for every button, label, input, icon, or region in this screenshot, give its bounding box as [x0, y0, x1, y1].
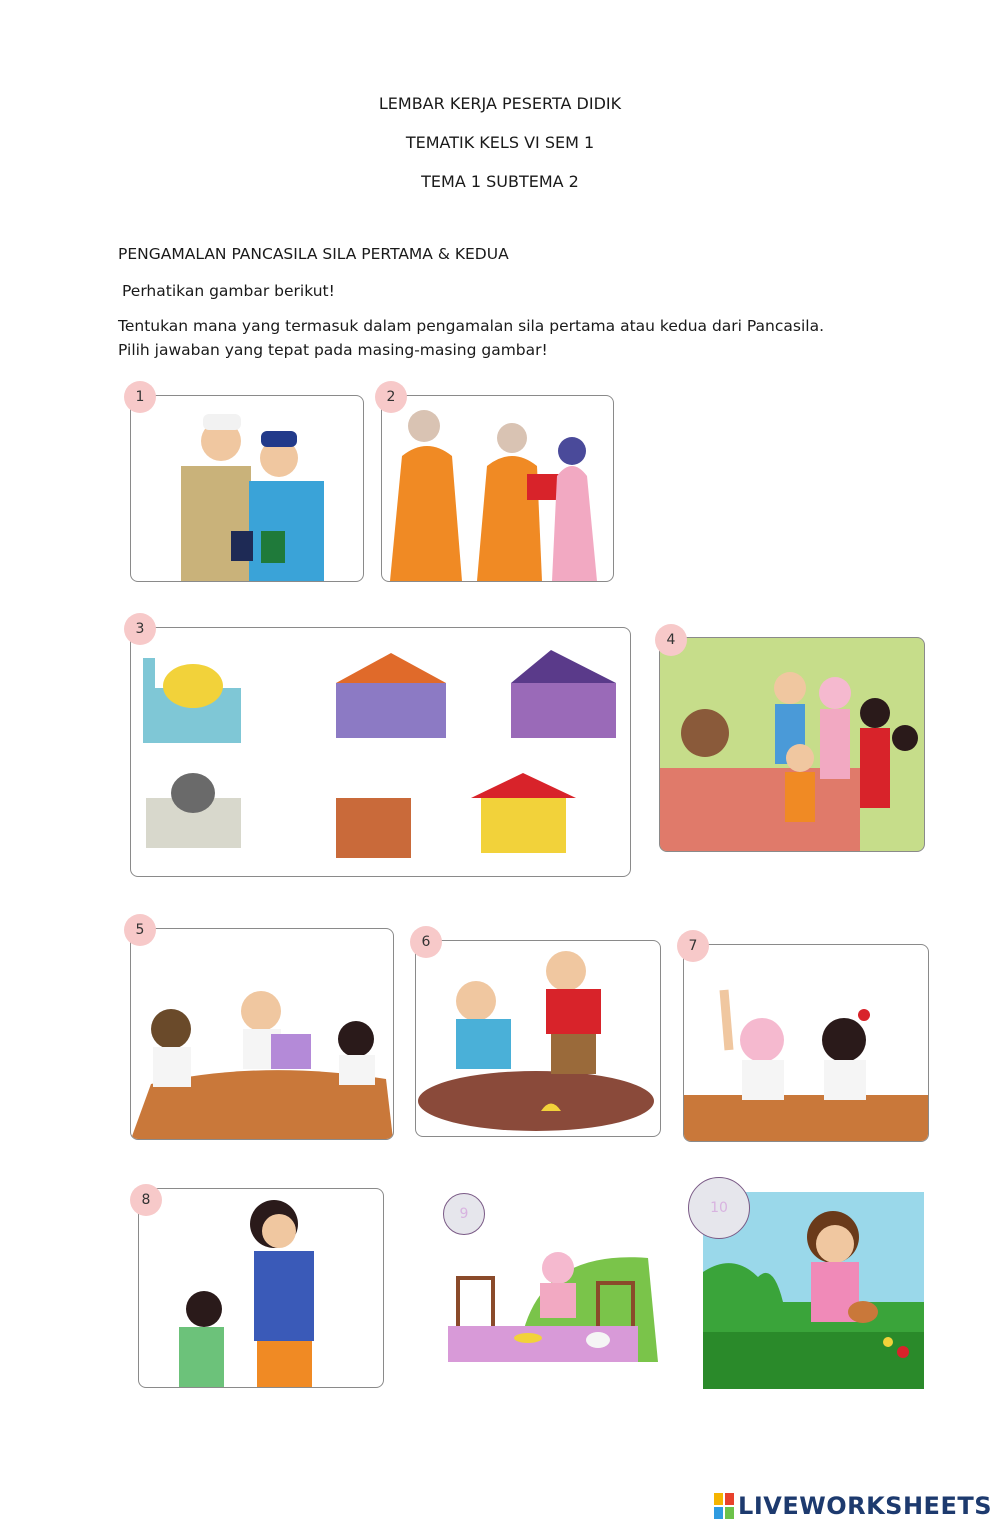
picture-panel-1[interactable]	[130, 395, 364, 582]
picture-panel-8[interactable]	[138, 1188, 384, 1388]
picture-panel-2[interactable]	[381, 395, 614, 582]
visiting-sick-friend-picture	[660, 638, 924, 851]
brand-name: LIVEWORKSHEETS	[738, 1492, 992, 1520]
instruction-choose: Pilih jawaban yang tepat pada masing-masing gambar!	[118, 341, 548, 359]
worksheet-class: TEMATIK KELS VI SEM 1	[405, 133, 595, 152]
two-men-holding-holy-books-picture	[131, 396, 363, 581]
picture-number-7: 7	[677, 930, 709, 962]
monks-receiving-gift-picture	[382, 396, 613, 581]
liveworksheets-logo	[714, 1492, 992, 1520]
picture-number-8: 8	[130, 1184, 162, 1216]
picture-panel-4[interactable]	[659, 637, 925, 852]
students-discussing-picture	[131, 929, 393, 1139]
picture-number-2: 2	[375, 381, 407, 413]
picture-panel-9[interactable]	[448, 1238, 658, 1362]
helping-fallen-friend-picture	[416, 941, 660, 1136]
liveworksheets-icon	[714, 1493, 734, 1519]
worksheet-title: LEMBAR KERJA PESERTA DIDIK	[378, 94, 622, 113]
picture-panel-3[interactable]	[130, 627, 631, 877]
section-title: PENGAMALAN PANCASILA SILA PERTAMA & KEDUA	[118, 245, 509, 263]
picture-number-10: 10	[688, 1177, 750, 1239]
raising-hand-in-class-picture	[684, 945, 928, 1141]
praying-before-meal-picture	[448, 1238, 658, 1362]
worksheet-theme: TEMA 1 SUBTEMA 2	[421, 172, 579, 191]
picture-number-1: 1	[124, 381, 156, 413]
picture-number-6: 6	[410, 926, 442, 958]
picture-panel-7[interactable]	[683, 944, 929, 1142]
picture-number-4: 4	[655, 624, 687, 656]
child-kissing-mother-hand-picture	[139, 1189, 383, 1387]
picture-number-9: 9	[443, 1193, 485, 1235]
instruction-task: Tentukan mana yang termasuk dalam pengamalan sila pertama atau kedua dari Pancasila.	[118, 317, 825, 335]
instruction-observe: Perhatikan gambar berikut!	[122, 282, 335, 300]
picture-panel-6[interactable]	[415, 940, 661, 1137]
picture-panel-5[interactable]	[130, 928, 394, 1140]
picture-number-3: 3	[124, 613, 156, 645]
picture-number-5: 5	[124, 914, 156, 946]
houses-of-worship-picture	[131, 628, 630, 876]
